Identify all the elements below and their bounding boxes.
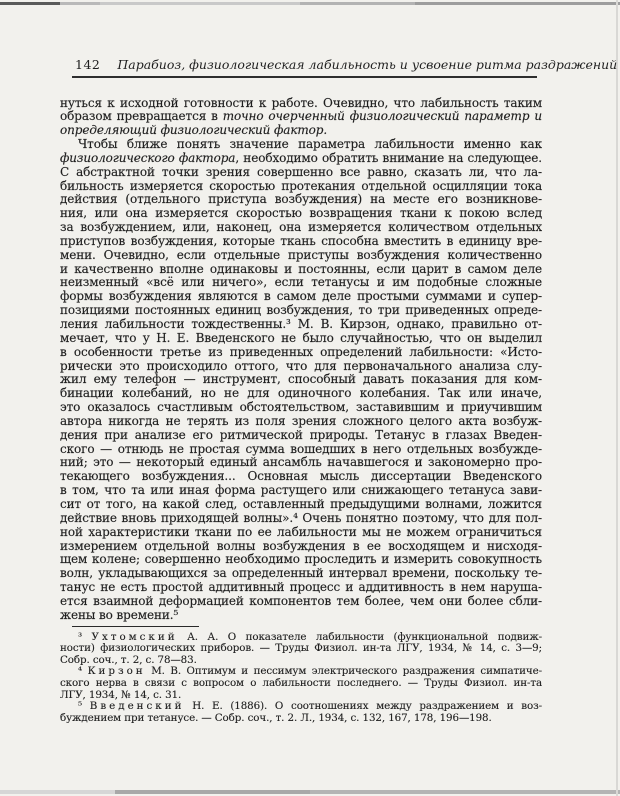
text-line: жил ему телефон — инструмент, способный давать показания для ком- (60, 373, 542, 387)
text-line: рически это происходило оттого, что для первоначального анализа слу- (60, 359, 542, 373)
italic-text: физиологического фактора (60, 151, 236, 165)
text-line: ется взаимной деформацией компонентов тем более, чем они более сбли- (60, 594, 542, 608)
page-content (60, 57, 618, 724)
text-line: жены во времени.⁵ (60, 608, 179, 622)
text-line: Чтобы ближе понять значение параметра лабильности именно как (78, 138, 542, 152)
header-rule (72, 76, 537, 78)
text-line (60, 124, 542, 138)
text-line: ний; это — некоторый единый ансамбль начавшегося и закономерно про- (60, 456, 542, 470)
text-line: физиологического фактора, необходимо обратить внимание на следующее. (60, 151, 542, 165)
text-line: ЛГУ, 1934, № 14, с. 31. (60, 689, 182, 701)
page-number: 142 (75, 57, 101, 72)
text-line: ности) физиологических приборов. — Труды Физиол. ин-та ЛГУ, 1934, № 14, с. 3—9; (60, 643, 542, 655)
text-line: позициями постоянных единиц возбуждения, то три приведенных опреде- (60, 304, 542, 318)
scan-edge-bottom (0, 790, 620, 794)
text-line: ⁴ Кирзон М. В. Оптимум и пессимум электрического раздражения симпатиче- (78, 666, 542, 678)
scan-edge-right (616, 0, 618, 796)
footnotes (60, 632, 542, 725)
text-line: бильность измеряется скоростью протекания отдельной осцилляции тока (60, 179, 542, 193)
italic-text: определяющий физиологический фактор. (60, 124, 328, 138)
text-line: мени. Очевидно, если отдельные приступы возбуждения количественно (60, 248, 542, 262)
text-line: ной характеристики ткани по ее лабильности мы не можем ограничиться (60, 525, 542, 539)
text-line: буждением при тетанусе. — Собр. соч., т. 2. Л., 1934, с. 132, 167, 178, 196—198. (60, 712, 492, 724)
text-line: ского — отнюдь не простая сумма вошедших в него отдельных возбужде- (60, 442, 542, 456)
letterspaced-name: Ухтомский (91, 631, 178, 643)
text-line: текающего возбуждения... Основная мысль диссертации Введенского (60, 470, 542, 484)
text-line: за возбуждением, или, наконец, она измеряется количеством отдельных (60, 221, 542, 235)
text-line: ления лабильности тождественны.³ М. В. Кирзон, однако, правильно от- (60, 318, 542, 331)
text-line: неизменный «всё или ничего», если тетанусы и им подобные сложные (60, 276, 542, 290)
text-line: и качественно вполне одинаковы и постоянны, если царит в самом деле (60, 262, 542, 276)
text-line: действия (отдельного приступа возбуждения) на месте его возникнове- (60, 193, 542, 207)
text-line: в том, что та или иная форма растущего или снижающего тетануса зави- (60, 484, 542, 498)
text-line: ⁵ Введенский Н. Е. (1886). О соотношениях между раздражением и воз- (78, 701, 542, 713)
text-line: приступов возбуждения, которые ткань способна вместить в единицу вре- (60, 234, 542, 248)
text-line: автора никогда не терять из поля зрения сложного целого акта возбуж- (60, 414, 542, 428)
text-line: нуться к исходной готовности к работе. Очевидно, что лабильность таким (60, 96, 542, 110)
letterspaced-name: Введенский (89, 701, 185, 713)
running-header (60, 57, 618, 72)
text-line: ³ Ухтомский А. А. О показателе лабильности (функциональной подвиж- (78, 631, 542, 643)
text-line: измерением отдельной волны возбуждения в ее восходящем и нисходя- (60, 539, 542, 553)
text-line: формы возбуждения являются в самом деле простыми суммами и супер- (60, 290, 542, 304)
body-text (60, 97, 542, 623)
text-line: Собр. соч., т. 2, с. 78—83. (60, 654, 197, 666)
text-line: волн, укладывающихся за определенный интервал времени, поскольку те- (60, 567, 542, 581)
italic-text: точно очерченный физиологический параметр и (222, 110, 542, 124)
text-line: ния, или она измеряется скоростью возвращения ткани к покою вслед (60, 207, 542, 221)
scan-edge-top (0, 2, 620, 5)
text-line: действие вновь приходящей волны».⁴ Очень понятно поэтому, что для пол- (60, 511, 542, 525)
text-line: дения при анализе его ритмической природы. Тетанус в глазах Введен- (60, 428, 542, 442)
footnote-rule (72, 626, 199, 627)
running-title: Парабиоз, физиологическая лабильность и усвоение ритма раздражений (117, 57, 618, 72)
text-line: сит от того, на какой след, оставленный предыдущими волнами, ложится (60, 497, 542, 511)
text-line: танус не есть простой аддитивный процесс и аддитивность в нем наруша- (60, 581, 542, 595)
text-line: щем колене; совершенно необходимо проследить и измерить совокупность (60, 553, 542, 567)
text-line: мечает, что у Н. Е. Введенского не было случайностью, что он выделил (60, 331, 542, 345)
text-line: это оказалось счастливым обстоятельством, заставившим и приучившим (60, 401, 542, 415)
text-line: ского нерва в связи с вопросом о лабильности последнего. — Труды Физиол. ин-та (60, 677, 542, 689)
text-line: С абстрактной точки зрения совершенно все равно, сказать ли, что ла- (60, 165, 542, 179)
letterspaced-name: Кирзон (87, 666, 146, 678)
text-line: образом превращается в точно очерченный физиологический параметр и (60, 110, 542, 124)
text-line: бинации колебаний, но не для одиночного колебания. Так или иначе, (60, 387, 542, 401)
text-line: в особенности третье из приведенных определений лабильности: «Исто- (60, 345, 542, 359)
